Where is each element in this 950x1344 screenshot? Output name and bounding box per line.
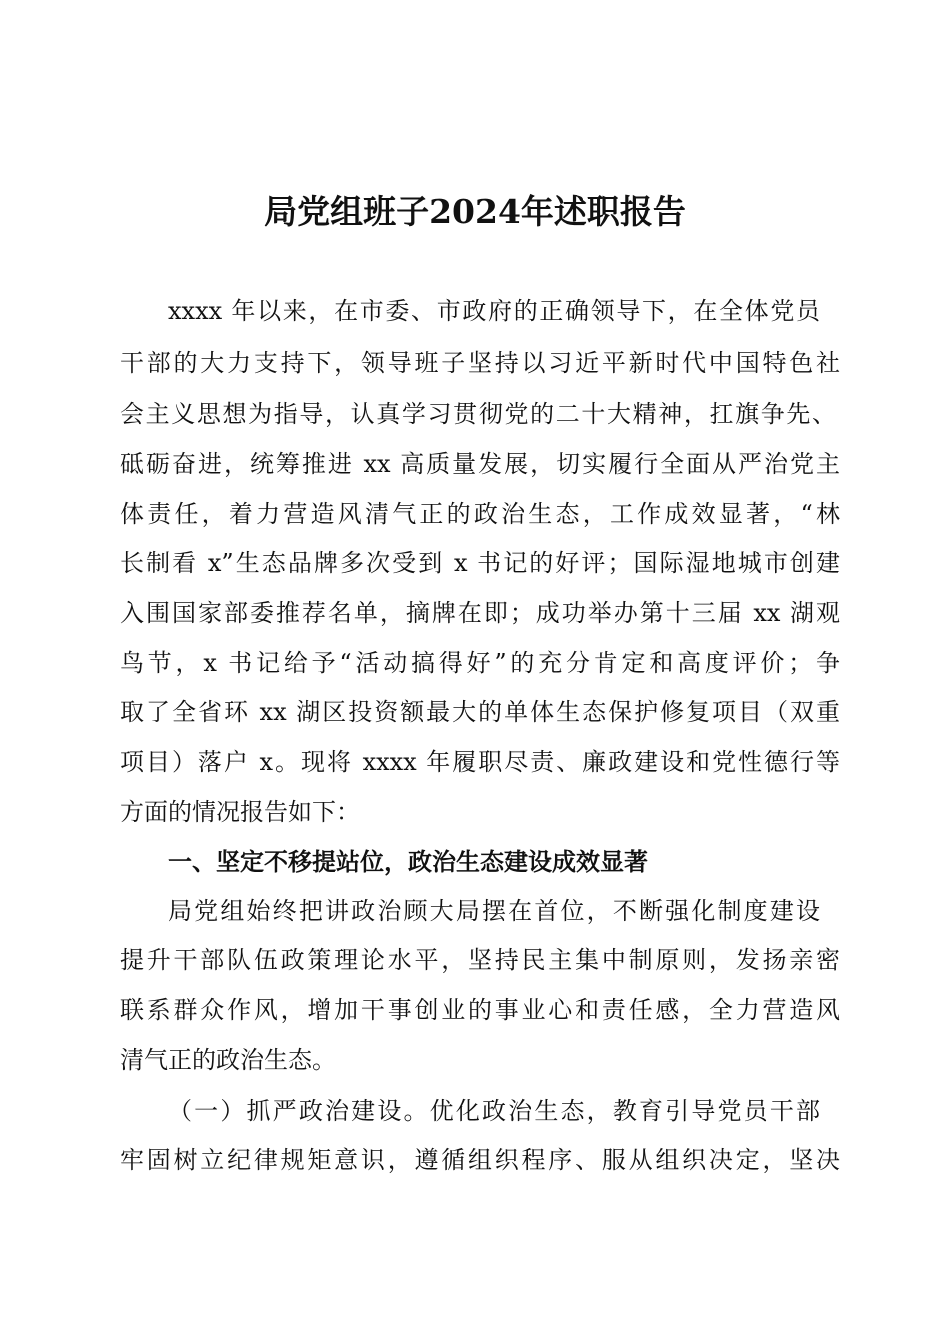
- document-title: 局党组班子2024年述职报告: [264, 192, 686, 231]
- intro-line: 会主义思想为指导，认真学习贯彻党的二十大精神，扛旗争先、: [120, 400, 836, 428]
- section-line: 局党组始终把讲政治顾大局摆在首位，不断强化制度建设: [168, 897, 820, 925]
- intro-line: 入围国家部委推荐名单，摘牌在即；成功举办第十三届 xx 湖观: [120, 599, 840, 627]
- section-line: 联系群众作风，增加干事创业的事业心和责任感，全力营造风: [120, 996, 840, 1024]
- intro-line: xxxx 年以来，在市委、市政府的正确领导下，在全体党员: [168, 297, 820, 325]
- intro-line: 干部的大力支持下，领导班子坚持以习近平新时代中国特色社: [120, 349, 840, 377]
- intro-line: 体责任，着力营造风清气正的政治生态，工作成效显著，“林: [120, 500, 840, 528]
- subsection-line: （一）抓严政治建设。优化政治生态，教育引导党员干部: [168, 1097, 820, 1125]
- section-line: 清气正的政治生态。: [120, 1046, 336, 1074]
- section-heading: 一、坚定不移提站位，政治生态建设成效显著: [168, 848, 648, 876]
- intro-line: 项目）落户 x。现将 xxxx 年履职尽责、廉政建设和党性德行等: [120, 748, 840, 776]
- section-line: 提升干部队伍政策理论水平，坚持民主集中制原则，发扬亲密: [120, 946, 840, 974]
- intro-line: 砥砺奋进，统筹推进 xx 高质量发展，切实履行全面从严治党主: [120, 450, 840, 478]
- intro-line: 长制看 x”生态品牌多次受到 x 书记的好评；国际湿地城市创建: [120, 549, 840, 577]
- subsection-line: 牢固树立纪律规矩意识，遵循组织程序、服从组织决定，坚决: [120, 1146, 840, 1174]
- intro-line: 取了全省环 xx 湖区投资额最大的单体生态保护修复项目（双重: [120, 698, 840, 726]
- intro-line: 方面的情况报告如下：: [120, 798, 360, 826]
- intro-line: 鸟节，x 书记给予“活动搞得好”的充分肯定和高度评价；争: [120, 649, 840, 677]
